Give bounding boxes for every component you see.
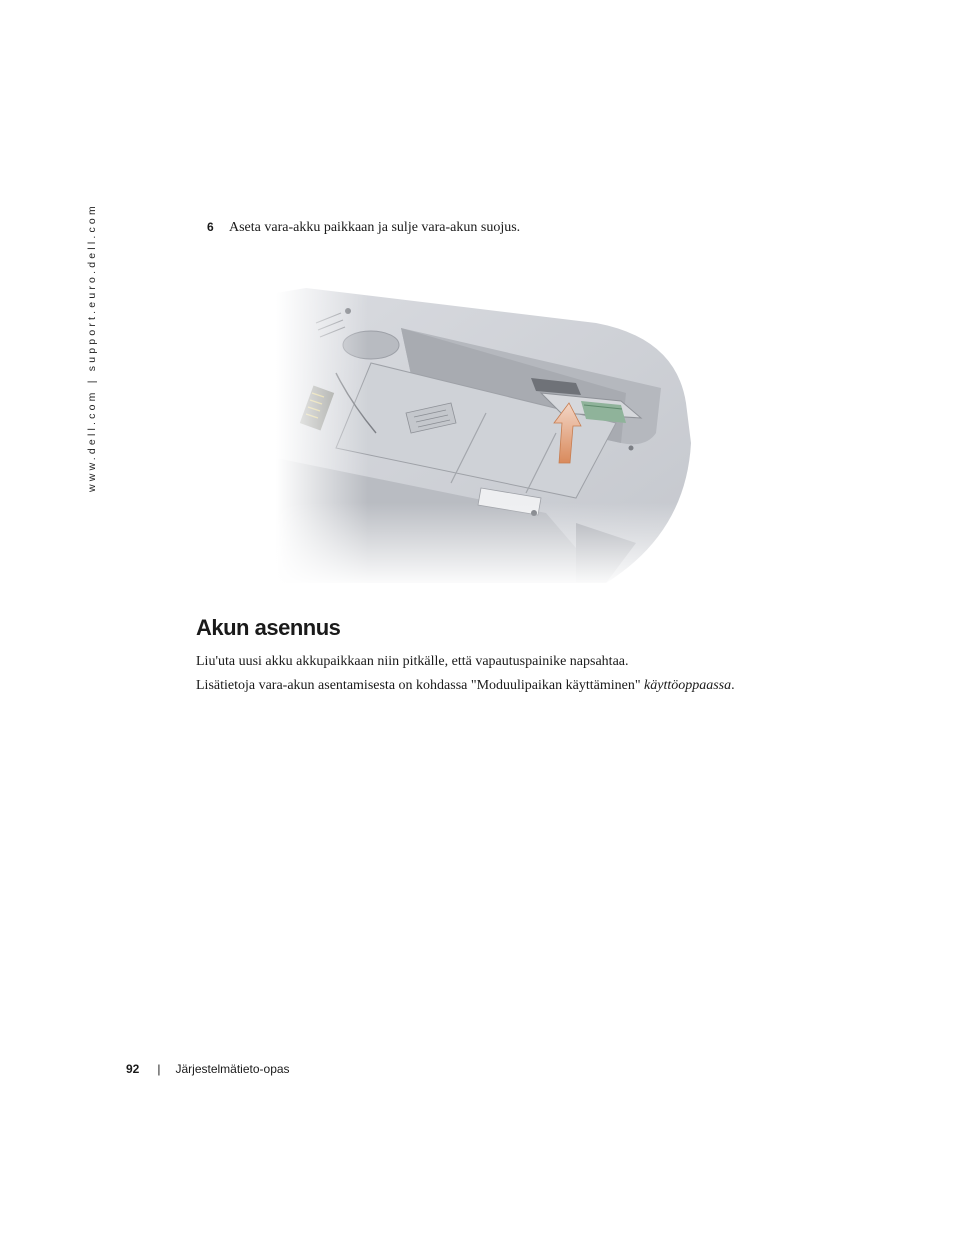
step-text: Aseta vara-akku paikkaan ja sulje vara-akun suojus. <box>229 220 521 235</box>
section-heading: Akun asennus <box>196 615 341 640</box>
side-url-text: www.dell.com | support.euro.dell.com <box>86 203 98 492</box>
document-title: Järjestelmätieto-opas <box>175 1062 290 1076</box>
page-footer <box>126 1062 290 1076</box>
paragraph-install-battery: Liu'uta uusi akku akkupaikkaan niin pitkälle, että vapautuspainike napsahtaa. <box>196 654 629 669</box>
paragraph-more-info-text: Lisätietoja vara-akun asentamisesta on kohdassa "Moduulipaikan käyttäminen" <box>196 678 645 693</box>
paragraph-more-info <box>196 678 735 694</box>
step-number: 6 <box>207 220 214 234</box>
paragraph-more-info-end: . <box>731 678 735 693</box>
footer-separator: | <box>157 1062 161 1076</box>
page-number: 92 <box>126 1062 140 1076</box>
user-guide-reference: käyttöoppaassa <box>644 678 732 693</box>
battery-bay-illustration <box>276 283 696 588</box>
step-6 <box>207 220 520 236</box>
